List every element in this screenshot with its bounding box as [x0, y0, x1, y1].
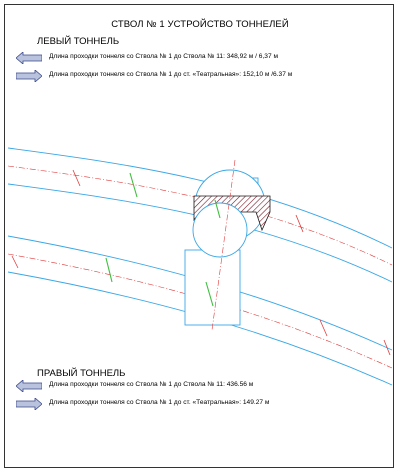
left-tunnel-row-2-text: Длина проходки тоннеля со Ствола № 1 до ст. «Театральная»: 152,10 м /6.37 м [49, 71, 293, 78]
drawing-title: СТВОЛ № 1 УСТРОЙСТВО ТОННЕЛЕЙ [111, 19, 289, 30]
left-tunnel-row-1-text: Длина проходки тоннеля со Ствола № 1 до Ствола № 11: 348,92 м / 6,37 м [49, 53, 278, 60]
arrow-right-icon [16, 398, 42, 410]
right-tunnel-row-1-text: Длина проходки тоннеля со Ствола № 1 до Ствола № 11: 436.56 м [49, 381, 254, 388]
left-tunnel-heading: ЛЕВЫЙ ТОННЕЛЬ [37, 36, 120, 47]
right-tunnel-heading: ПРАВЫЙ ТОННЕЛЬ [37, 368, 126, 379]
right-tunnel-row-2-text: Длина проходки тоннеля со Ствола № 1 до ст. «Театральная»: 149.27 м [49, 399, 270, 406]
arrow-left-icon [16, 380, 42, 392]
shaft-1 [185, 160, 270, 330]
